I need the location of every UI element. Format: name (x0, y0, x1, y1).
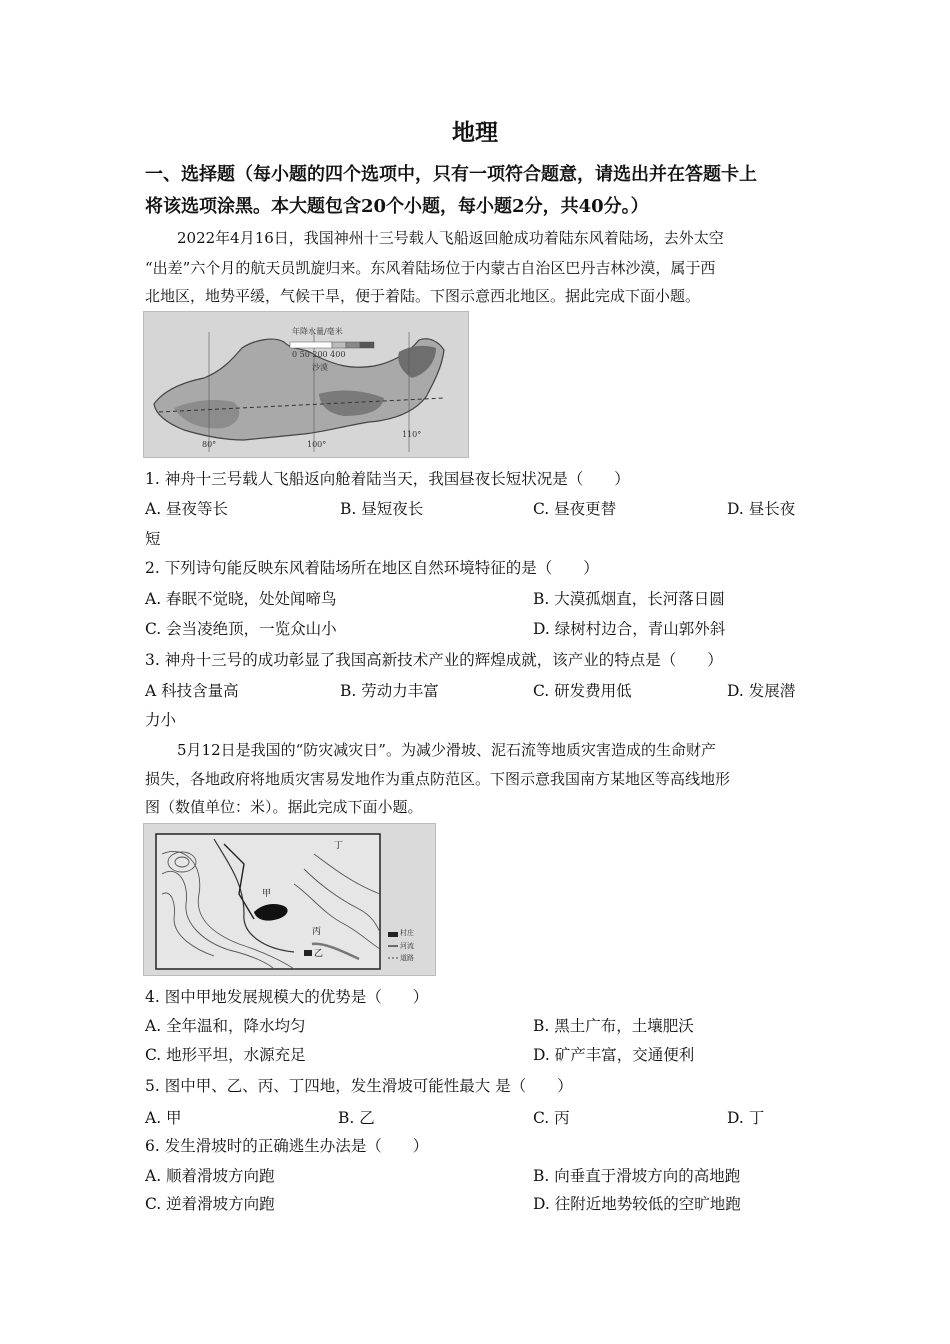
map1-lon-label: 100° (307, 440, 327, 449)
q3-option-c[interactable]: C. 研发费用低 (533, 682, 632, 700)
passage1-line1: 2022年4月16日，我国神州十三号载人飞船返回舱成功着陆东风着陆场，去外太空 (177, 229, 724, 247)
map2-legend-item: 河流 (400, 942, 414, 950)
passage1-line2: “出差”六个月的航天员凯旋归来。东风着陆场位于内蒙古自治区巴丹吉林沙漠，属于西 (145, 259, 716, 277)
northwest-region-map (143, 311, 469, 458)
section-heading-line1: 一、选择题（每小题的四个选项中，只有一项符合题意，请选出并在答题卡上 (145, 164, 757, 185)
label-ding: 丁 (334, 841, 344, 851)
q5-option-a[interactable]: A. 甲 (145, 1109, 182, 1127)
page-title: 地理 (452, 119, 498, 146)
q1-option-d-wrap: 短 (145, 530, 161, 548)
q3-stem: 3. 神舟十三号的成功彰显了我国高新技术产业的辉煌成就，该产业的特点是（ ） (145, 651, 723, 669)
q2-option-c[interactable]: C. 会当凌绝顶，一览众山小 (145, 620, 337, 638)
q1-option-c[interactable]: C. 昼夜更替 (533, 500, 617, 518)
q1-option-d[interactable]: D. 昼长夜 (727, 500, 796, 518)
q3-option-d-wrap: 力小 (145, 711, 177, 729)
q6-stem: 6. 发生滑坡时的正确逃生办法是（ ） (145, 1137, 429, 1155)
label-yi: 乙 (314, 949, 324, 959)
map2-legend-item: 道路 (400, 954, 414, 962)
q4-option-a[interactable]: A. 全年温和，降水均匀 (145, 1017, 306, 1035)
q3-option-d[interactable]: D. 发展潜 (727, 682, 796, 700)
passage2-line2: 损失，各地政府将地质灾害易发地作为重点防范区。下图示意我国南方某地区等高线地形 (145, 770, 731, 788)
q6-option-a[interactable]: A. 顺着滑坡方向跑 (145, 1167, 275, 1185)
passage2-line1: 5月12日是我国的“防灾减灾日”。为减少滑坡、泥石流等地质灾害造成的生命财产 (177, 741, 716, 759)
map1-legend-desert: 沙漠 (312, 363, 328, 372)
q4-option-c[interactable]: C. 地形平坦，水源充足 (145, 1046, 306, 1064)
map1-legend-title: 年降水量/毫米 (292, 327, 343, 336)
q4-option-d[interactable]: D. 矿产丰富，交通便利 (533, 1046, 695, 1064)
q1-stem: 1. 神舟十三号载人飞船返向舱着陆当天，我国昼夜长短状况是（ ） (145, 470, 630, 488)
map1-legend-scale: 0 50 200 400 (292, 350, 346, 359)
q3-option-b[interactable]: B. 劳动力丰富 (340, 682, 439, 700)
passage1-line3: 北地区，地势平缓，气候干旱，便于着陆。下图示意西北地区。据此完成下面小题。 (145, 287, 701, 305)
q2-option-b[interactable]: B. 大漠孤烟直，长河落日圆 (533, 590, 725, 608)
q4-stem: 4. 图中甲地发展规模大的优势是（ ） (145, 988, 429, 1006)
q6-option-d[interactable]: D. 往附近地势较低的空旷地跑 (533, 1195, 741, 1213)
map2-legend-item: 村庄 (400, 929, 414, 937)
contour-map (143, 823, 436, 976)
section-heading-line2: 将该选项涂黑。本大题包含20个小题，每小题2分，共40分。） (145, 196, 649, 217)
q3-option-a[interactable]: A 科技含量高 (145, 682, 239, 700)
map1-lon-label: 110° (402, 430, 422, 439)
map1-lon-label: 80° (202, 440, 217, 449)
q4-option-b[interactable]: B. 黑土广布，土壤肥沃 (533, 1017, 694, 1035)
q6-option-b[interactable]: B. 向垂直于滑坡方向的高地跑 (533, 1167, 741, 1185)
q2-option-d[interactable]: D. 绿树村边合，青山郭外斜 (533, 620, 726, 638)
contour-map-graphic (144, 824, 435, 975)
q2-stem: 2. 下列诗句能反映东风着陆场所在地区自然环境特征的是（ ） (145, 559, 599, 577)
label-jia: 甲 (262, 889, 272, 899)
q5-option-b[interactable]: B. 乙 (338, 1109, 375, 1127)
label-bing: 丙 (312, 927, 322, 937)
q2-option-a[interactable]: A. 春眠不觉晓，处处闻啼鸟 (145, 590, 337, 608)
q5-stem: 5. 图中甲、乙、丙、丁四地，发生滑坡可能性最大 是（ ） (145, 1077, 573, 1095)
q5-option-d[interactable]: D. 丁 (727, 1109, 765, 1127)
q1-option-a[interactable]: A. 昼夜等长 (145, 500, 229, 518)
passage2-line3: 图（数值单位：米）。据此完成下面小题。 (145, 798, 423, 816)
q5-option-c[interactable]: C. 丙 (533, 1109, 570, 1127)
q6-option-c[interactable]: C. 逆着滑坡方向跑 (145, 1195, 275, 1213)
q1-option-b[interactable]: B. 昼短夜长 (340, 500, 424, 518)
